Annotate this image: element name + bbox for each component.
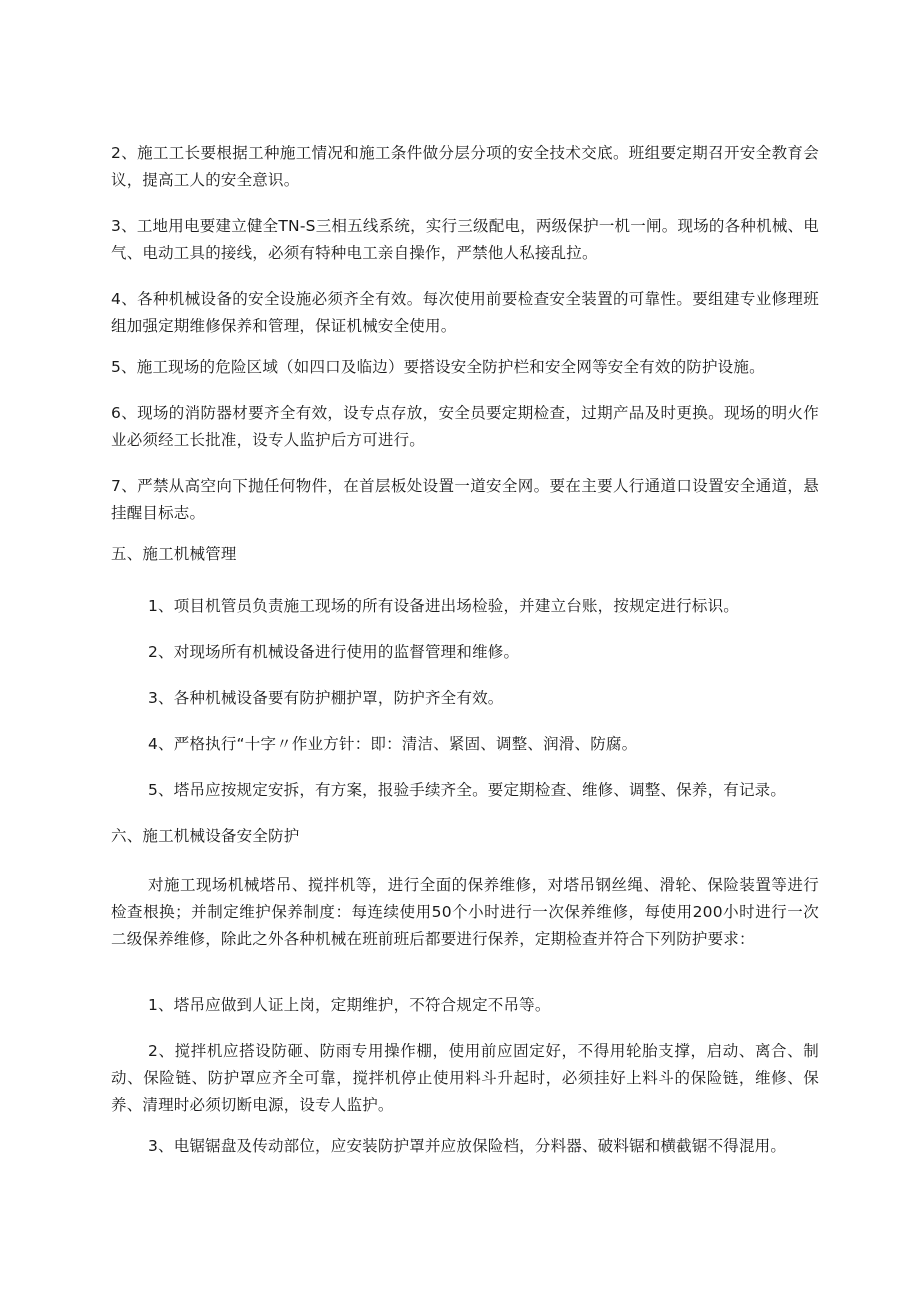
paragraph-electrical-system: 3、工地用电要建立健全TN-S三相五线系统，实行三级配电，两级保护一机一闸。现场的各种机械、电气、电动工具的接线，必须有特种电工亲自操作，严禁他人私接乱拉。 [111,217,819,262]
paragraph-tower-crane-install: 5、塔吊应按规定安拆，有方案，报验手续齐全。要定期检查、维修、调整、保养，有记录。 [148,781,787,799]
paragraph-mixer-shelter: 2、搅拌机应搭设防砸、防雨专用操作棚，使用前应固定好，不得用轮胎支撑，启动、离合、制动、保险链、防护罩应齐全可靠，搅拌机停止使用料斗升起时，必须挂好上料斗的保险链，维修、保养、清理时必须切断电源，设专人监护。 [111,1042,819,1114]
paragraph-saw-guard: 3、电锯锯盘及传动部位，应安装防护罩并应放保险档，分料器、破料锯和横截锯不得混用。 [148,1137,787,1155]
paragraph-fire-equipment: 6、现场的消防器材要齐全有效，设专点存放，安全员要定期检查，过期产品及时更换。现场的明火作业必须经工长批准，设专人监护后方可进行。 [111,404,819,449]
paragraph-maintenance-schedule: 对施工现场机械塔吊、搅拌机等，进行全面的保养维修，对塔吊钢丝绳、滑轮、保险装置等进行检查根换；并制定维护保养制度：每连续使用50个小时进行一次保养维修，每使用200小时进行一次二级保养维修，除此之外各种机械在班前班后都要进行保养，定期检查并符合下列防护要求： [111,876,819,948]
paragraph-crane-certification: 1、塔吊应做到人证上岗，定期维护，不符合规定不吊等。 [148,996,551,1014]
paragraph-safety-briefing: 2、施工工长要根据工种施工情况和施工条件做分层分项的安全技术交底。班组要定期召开安全教育会议，提高工人的安全意识。 [111,144,819,189]
paragraph-supervision-maintenance: 2、对现场所有机械设备进行使用的监督管理和维修。 [148,643,520,661]
paragraph-protective-shelters: 3、各种机械设备要有防护棚护罩，防护齐全有效。 [148,689,504,707]
paragraph-machine-safety-devices: 4、各种机械设备的安全设施必须齐全有效。每次使用前要检查安全装置的可靠性。要组建专业修理班组加强定期维修保养和管理，保证机械安全使用。 [111,290,819,335]
paragraph-no-throwing: 7、严禁从高空向下抛任何物件，在首层板处设置一道安全网。要在主要人行通道口设置安全通道，悬挂醒目标志。 [111,477,819,522]
paragraph-equipment-inspection: 1、项目机管员负责施工现场的所有设备进出场检验，并建立台账，按规定进行标识。 [148,597,739,615]
section-heading-machinery-management: 五、施工机械管理 [111,545,237,563]
paragraph-ten-character-policy: 4、严格执行“十字〃作业方针：即：清洁、紧固、调整、润滑、防腐。 [148,735,638,753]
section-heading-machinery-protection: 六、施工机械设备安全防护 [111,827,300,845]
paragraph-danger-zones: 5、施工现场的危险区域（如四口及临边）要搭设安全防护栏和安全网等安全有效的防护设施。 [111,358,765,376]
